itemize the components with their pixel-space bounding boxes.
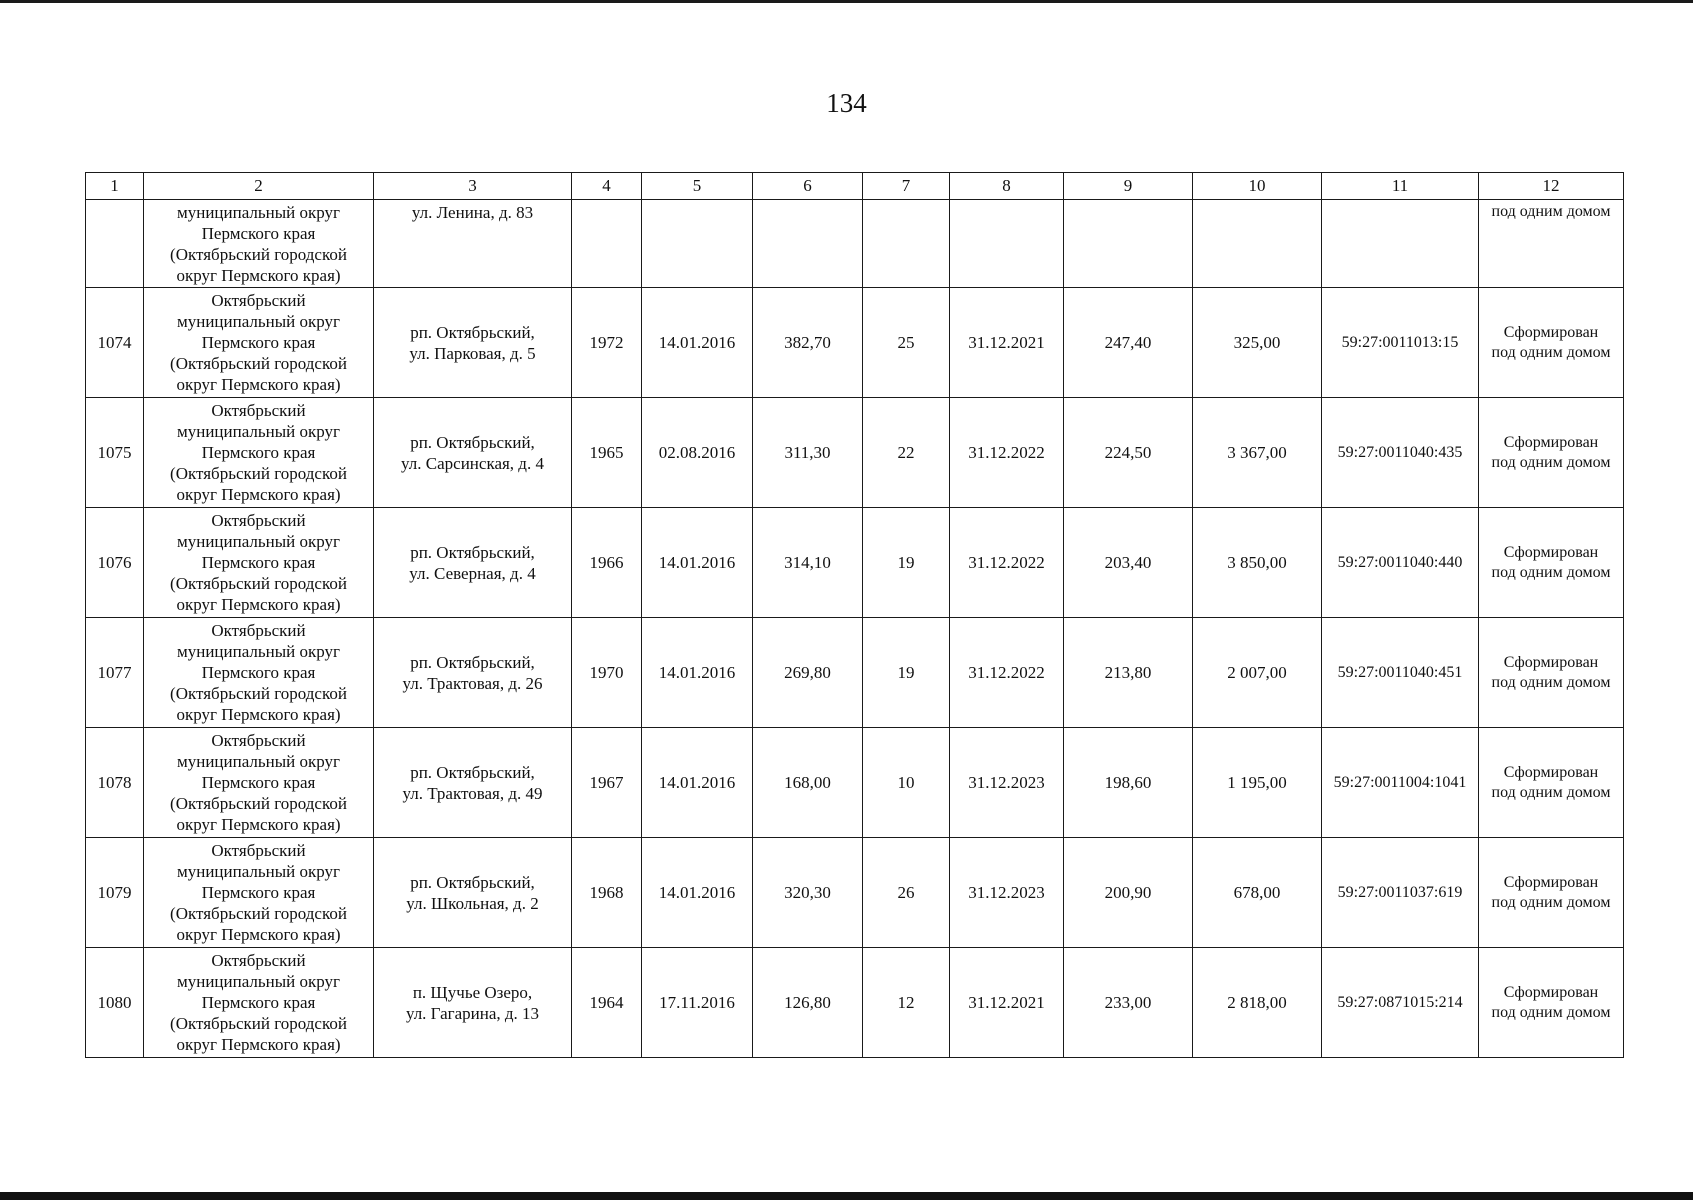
cell-date: 14.01.2016 (642, 618, 753, 728)
scan-top-edge (0, 0, 1693, 3)
status-line-1: Сформирован (1503, 653, 1599, 671)
column-header-1: 1 (86, 173, 144, 200)
cell-date (642, 200, 753, 288)
cell-year: 1968 (572, 838, 642, 948)
cell-residents: 10 (863, 728, 950, 838)
column-number-row (86, 173, 1624, 200)
cell-residents: 12 (863, 948, 950, 1058)
cell-address: ул. Ленина, д. 83 (374, 200, 572, 288)
cell-residents: 25 (863, 288, 950, 398)
column-header-2: 2 (144, 173, 374, 200)
cell-status (1479, 508, 1624, 618)
cell-area (753, 200, 863, 288)
table-row (86, 288, 1624, 398)
column-header-6: 6 (753, 173, 863, 200)
cell-value9: 203,40 (1064, 508, 1193, 618)
status-line-1: Сформирован (1503, 543, 1599, 561)
status-line-1: Сформирован (1503, 983, 1599, 1001)
status-line-2: под одним домом (1491, 563, 1611, 581)
cell-id: 1076 (86, 508, 144, 618)
cell-value10: 2 007,00 (1193, 618, 1322, 728)
status-line-2: под одним домом (1491, 343, 1611, 361)
cell-status (1479, 948, 1624, 1058)
cell-year: 1965 (572, 398, 642, 508)
cell-deadline: 31.12.2022 (950, 398, 1064, 508)
table-row (86, 948, 1624, 1058)
status-line-1: Сформирован (1503, 873, 1599, 891)
cell-area: 314,10 (753, 508, 863, 618)
cell-value9: 198,60 (1064, 728, 1193, 838)
cell-status (1479, 288, 1624, 398)
cell-value10: 1 195,00 (1193, 728, 1322, 838)
cell-address: рп. Октябрьский, ул. Парковая, д. 5 (374, 288, 572, 398)
cell-status (1479, 618, 1624, 728)
cell-id: 1079 (86, 838, 144, 948)
cell-date: 14.01.2016 (642, 838, 753, 948)
page-number: 134 (826, 88, 867, 118)
cell-area: 320,30 (753, 838, 863, 948)
cell-value9: 233,00 (1064, 948, 1193, 1058)
cell-value9: 213,80 (1064, 618, 1193, 728)
cell-year: 1966 (572, 508, 642, 618)
cell-municipality: Октябрьский муниципальный округ Пермского края (Октябрьский городской округ Пермского края) (144, 948, 374, 1058)
table-row (86, 508, 1624, 618)
cell-status (1479, 728, 1624, 838)
cell-address: рп. Октябрьский, ул. Трактовая, д. 49 (374, 728, 572, 838)
cell-year (572, 200, 642, 288)
cell-cadastral: 59:27:0011013:15 (1322, 288, 1479, 398)
cell-cadastral: 59:27:0011040:435 (1322, 398, 1479, 508)
cell-area: 311,30 (753, 398, 863, 508)
cell-status: под одним домом (1479, 200, 1624, 288)
cell-id: 1080 (86, 948, 144, 1058)
cell-value10: 3 367,00 (1193, 398, 1322, 508)
cell-date: 14.01.2016 (642, 508, 753, 618)
cell-cadastral: 59:27:0871015:214 (1322, 948, 1479, 1058)
cell-deadline: 31.12.2023 (950, 838, 1064, 948)
cell-municipality: Октябрьский муниципальный округ Пермского края (Октябрьский городской округ Пермского края) (144, 838, 374, 948)
status-line-2: под одним домом (1491, 453, 1611, 471)
status-line-2: под одним домом (1491, 673, 1611, 691)
status-line-2: под одним домом (1491, 1003, 1611, 1021)
cell-year: 1972 (572, 288, 642, 398)
cell-date: 14.01.2016 (642, 728, 753, 838)
cell-municipality: Октябрьский муниципальный округ Пермского края (Октябрьский городской округ Пермского края) (144, 508, 374, 618)
cell-value9: 224,50 (1064, 398, 1193, 508)
cell-id: 1078 (86, 728, 144, 838)
cell-address: рп. Октябрьский, ул. Трактовая, д. 26 (374, 618, 572, 728)
cell-address: рп. Октябрьский, ул. Северная, д. 4 (374, 508, 572, 618)
column-header-3: 3 (374, 173, 572, 200)
status-line-2: под одним домом (1491, 783, 1611, 801)
cell-value10 (1193, 200, 1322, 288)
cell-deadline (950, 200, 1064, 288)
cell-id: 1075 (86, 398, 144, 508)
cell-cadastral: 59:27:0011004:1041 (1322, 728, 1479, 838)
cell-residents: 22 (863, 398, 950, 508)
cell-municipality: муниципальный округ Пермского края (Октябрьский городской округ Пермского края) (144, 200, 374, 288)
cell-deadline: 31.12.2022 (950, 618, 1064, 728)
column-header-10: 10 (1193, 173, 1322, 200)
cell-id: 1077 (86, 618, 144, 728)
cell-value10: 325,00 (1193, 288, 1322, 398)
cell-area: 382,70 (753, 288, 863, 398)
continued-row (86, 200, 1624, 288)
cell-value10: 3 850,00 (1193, 508, 1322, 618)
cell-status (1479, 838, 1624, 948)
cell-year: 1970 (572, 618, 642, 728)
cell-area: 126,80 (753, 948, 863, 1058)
table-row (86, 728, 1624, 838)
cell-cadastral (1322, 200, 1479, 288)
column-header-4: 4 (572, 173, 642, 200)
cell-value9: 200,90 (1064, 838, 1193, 948)
cell-value10: 2 818,00 (1193, 948, 1322, 1058)
cell-municipality: Октябрьский муниципальный округ Пермского края (Октябрьский городской округ Пермского края) (144, 618, 374, 728)
cell-value9: 247,40 (1064, 288, 1193, 398)
cell-deadline: 31.12.2023 (950, 728, 1064, 838)
cell-year: 1967 (572, 728, 642, 838)
column-header-7: 7 (863, 173, 950, 200)
cell-value9 (1064, 200, 1193, 288)
table-row (86, 618, 1624, 728)
cell-residents (863, 200, 950, 288)
cell-status (1479, 398, 1624, 508)
cell-id: 1074 (86, 288, 144, 398)
scan-bottom-edge (0, 1192, 1693, 1200)
cell-cadastral: 59:27:0011040:440 (1322, 508, 1479, 618)
cell-address: рп. Октябрьский, ул. Школьная, д. 2 (374, 838, 572, 948)
cell-residents: 19 (863, 618, 950, 728)
cell-value10: 678,00 (1193, 838, 1322, 948)
cell-year: 1964 (572, 948, 642, 1058)
cell-date: 14.01.2016 (642, 288, 753, 398)
status-line-1: Сформирован (1503, 763, 1599, 781)
cell-municipality: Октябрьский муниципальный округ Пермского края (Октябрьский городской округ Пермского края) (144, 728, 374, 838)
cell-area: 168,00 (753, 728, 863, 838)
cell-residents: 26 (863, 838, 950, 948)
cell-deadline: 31.12.2022 (950, 508, 1064, 618)
cell-municipality: Октябрьский муниципальный округ Пермского края (Октябрьский городской округ Пермского края) (144, 398, 374, 508)
cell-area: 269,80 (753, 618, 863, 728)
status-line-2: под одним домом (1491, 893, 1611, 911)
table-row (86, 838, 1624, 948)
cell-cadastral: 59:27:0011037:619 (1322, 838, 1479, 948)
cell-date: 02.08.2016 (642, 398, 753, 508)
cell-deadline: 31.12.2021 (950, 948, 1064, 1058)
column-header-11: 11 (1322, 173, 1479, 200)
cell-id (86, 200, 144, 288)
housing-registry-table (85, 172, 1624, 1058)
column-header-8: 8 (950, 173, 1064, 200)
table-row (86, 398, 1624, 508)
status-line-1: Сформирован (1503, 433, 1599, 451)
cell-address: п. Щучье Озеро, ул. Гагарина, д. 13 (374, 948, 572, 1058)
column-header-5: 5 (642, 173, 753, 200)
column-header-9: 9 (1064, 173, 1193, 200)
cell-deadline: 31.12.2021 (950, 288, 1064, 398)
cell-address: рп. Октябрьский, ул. Сарсинская, д. 4 (374, 398, 572, 508)
column-header-12: 12 (1479, 173, 1624, 200)
cell-residents: 19 (863, 508, 950, 618)
cell-date: 17.11.2016 (642, 948, 753, 1058)
cell-municipality: Октябрьский муниципальный округ Пермского края (Октябрьский городской округ Пермского края) (144, 288, 374, 398)
status-line-1: Сформирован (1503, 323, 1599, 341)
cell-cadastral: 59:27:0011040:451 (1322, 618, 1479, 728)
